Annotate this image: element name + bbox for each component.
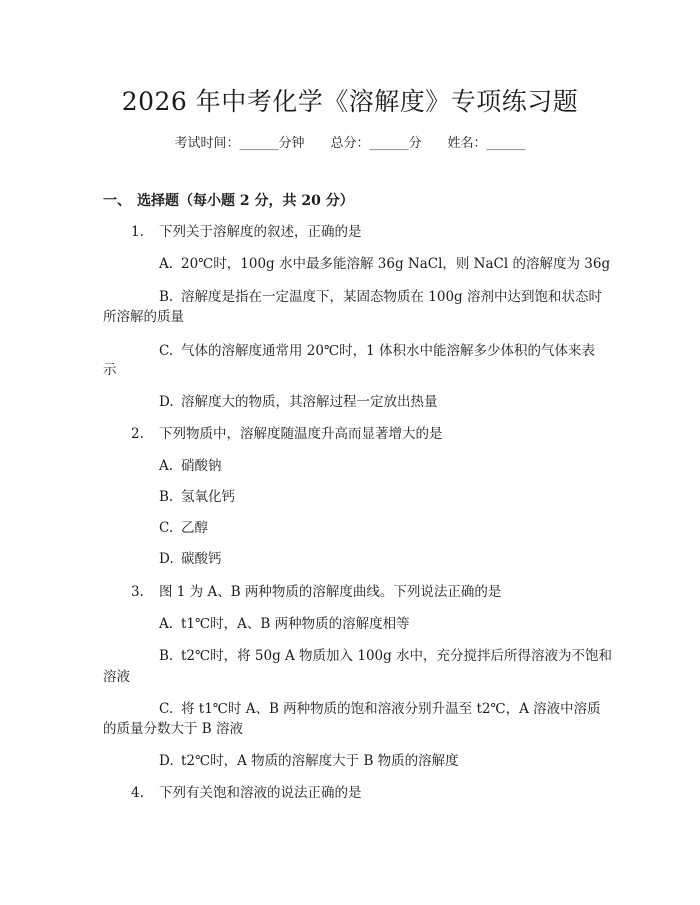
page-title: 2026 年中考化学《溶解度》专项练习题 [121, 87, 579, 116]
total-score-field: 总分：______分 [330, 136, 422, 151]
section-number: 一、 [103, 193, 131, 209]
name-field: 姓名：______ [447, 136, 526, 151]
question-2-option-b: B. 氢氧化钙 [159, 489, 235, 505]
question-1-option-b: B. 溶解度是指在一定温度下，某固态物质在 100g 溶剂中达到饱和状态时 [159, 289, 602, 305]
question-1-option-c: C. 气体的溶解度通常用 20℃时，1 体积水中能溶解多少体积的气体来表 [159, 343, 595, 359]
question-1-option-b-cont: 所溶解的质量 [103, 309, 184, 325]
question-2-stem: 2. 下列物质中，溶解度随温度升高而显著增大的是 [131, 426, 443, 442]
exam-info-line [0, 132, 700, 151]
question-1-option-d: D. 溶解度大的物质，其溶解过程一定放出热量 [159, 394, 438, 410]
question-1-option-a: A. 20℃时，100g 水中最多能溶解 36g NaCl，则 NaCl 的溶解度为 36g [159, 256, 611, 272]
section-heading [103, 190, 354, 210]
question-2-option-a: A. 硝酸钠 [159, 458, 222, 474]
exam-time-field: 考试时间：______分钟 [174, 136, 305, 151]
question-3-option-c-cont: 的质量分数大于 B 溶液 [103, 721, 244, 737]
question-3-option-c: C. 将 t1℃时 A、B 两种物质的饱和溶液分别升温至 t2℃，A 溶液中溶质 [159, 701, 601, 717]
question-3-option-d: D. t2℃时，A 物质的溶解度大于 B 物质的溶解度 [159, 753, 459, 769]
question-4-stem: 4. 下列有关饱和溶液的说法正确的是 [131, 785, 362, 801]
question-1-stem: 1. 下列关于溶解度的叙述，正确的是 [131, 224, 362, 240]
question-3-option-a: A. t1℃时，A、B 两种物质的溶解度相等 [159, 616, 410, 632]
question-2-option-d: D. 碳酸钙 [159, 551, 222, 567]
question-1-option-c-cont: 示 [103, 362, 117, 378]
question-3-option-b: B. t2℃时，将 50g A 物质加入 100g 水中，充分搅拌后所得溶液为不饱和 [159, 648, 613, 664]
question-3-option-b-cont: 溶液 [103, 669, 130, 685]
question-3-stem: 3. 图 1 为 A、B 两种物质的溶解度曲线。下列说法正确的是 [131, 584, 502, 600]
section-title: 选择题（每小题 2 分，共 20 分） [137, 193, 354, 209]
question-2-option-c: C. 乙醇 [159, 520, 208, 536]
